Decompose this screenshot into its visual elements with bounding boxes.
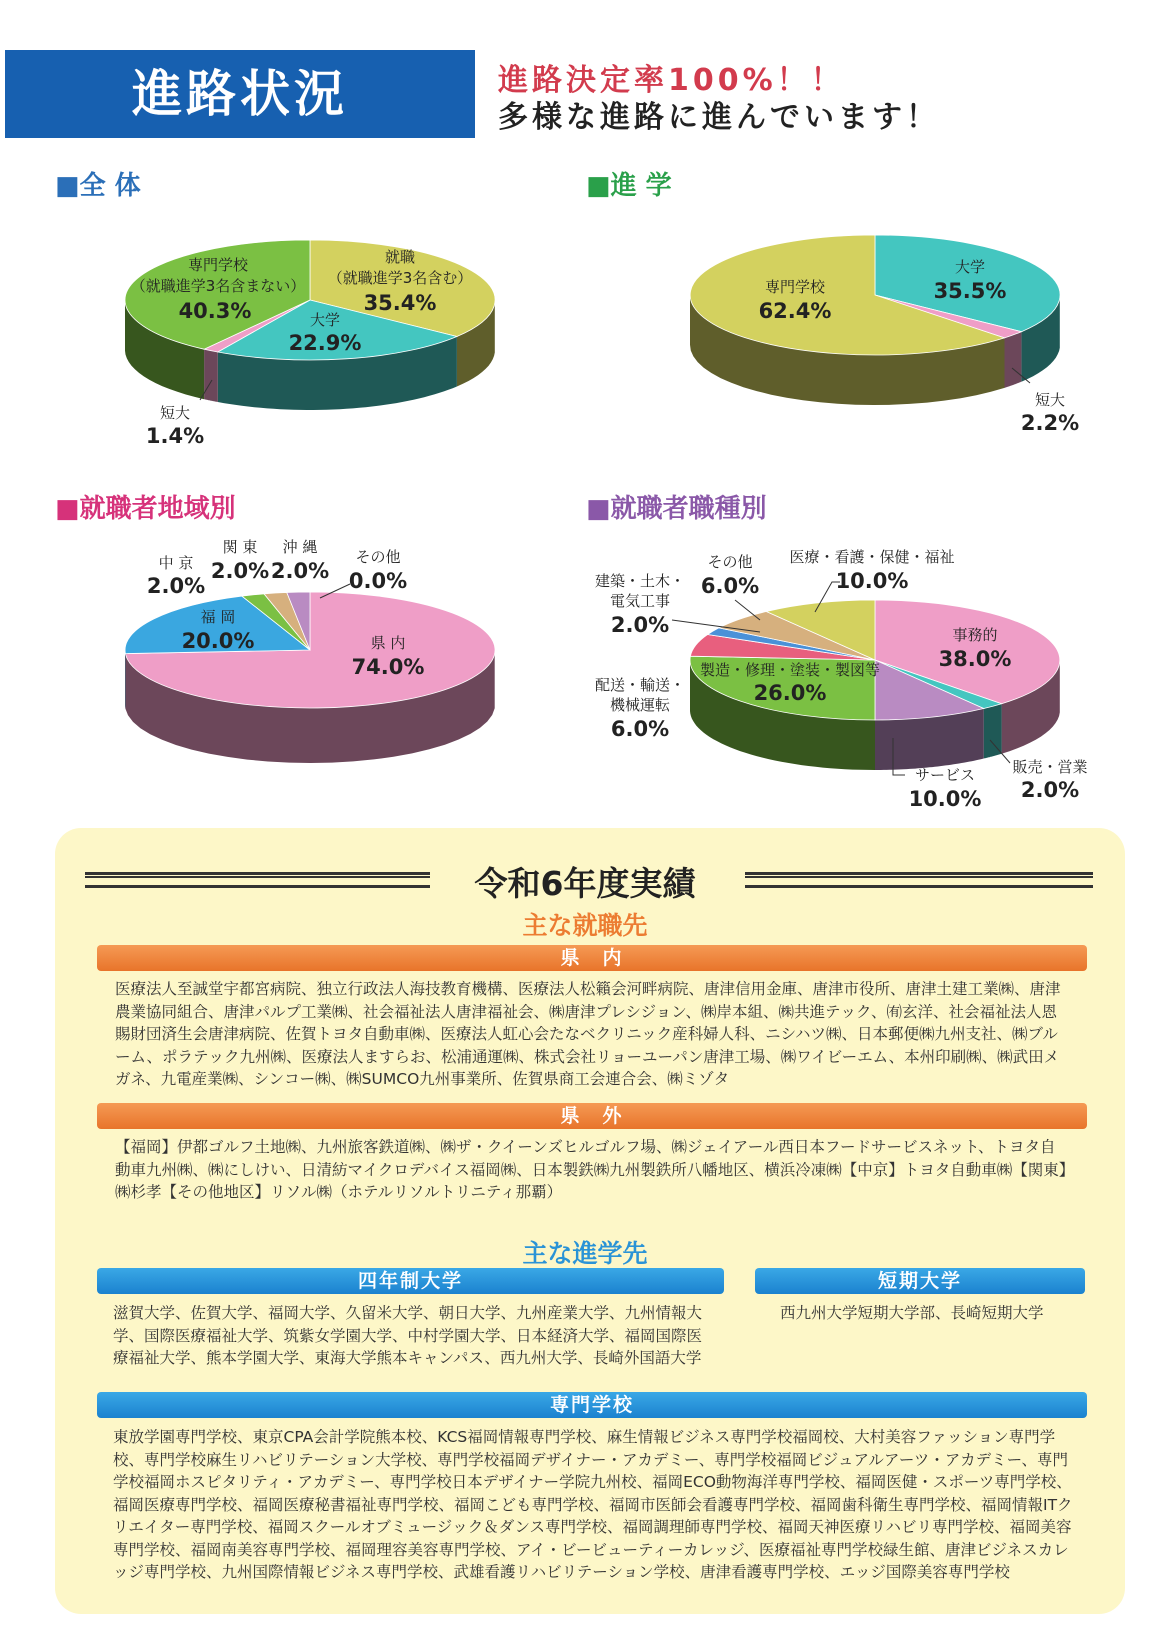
- results-title: 令和6年度実績: [474, 864, 696, 903]
- label-job-manufacturing: 製造・修理・塗装・製図等: [699, 661, 881, 679]
- junior-college-bar: 短期大学: [755, 1268, 1085, 1294]
- sublabel-employment: （就職進学3名含む）: [327, 269, 473, 287]
- label-job-construction-1: 建築・土木・: [594, 572, 686, 590]
- header-subtitle-1: 進路決定率100%！！: [498, 63, 845, 98]
- pie-side-1-1: [1005, 332, 1022, 388]
- value-region-other: 0.0%: [348, 569, 408, 593]
- value-job-construction: 2.0%: [610, 613, 670, 637]
- pie-side-0-2: [204, 349, 218, 402]
- chart-title-jobtype: ■就職者職種別: [586, 494, 767, 524]
- value-job-office: 38.0%: [938, 647, 1012, 671]
- label-employment: 就職: [384, 248, 416, 266]
- value-region-chukyo: 2.0%: [146, 574, 206, 598]
- univ-bar: 四年制大学: [97, 1268, 724, 1294]
- label-region-other: その他: [355, 548, 401, 566]
- value-job-delivery: 6.0%: [610, 717, 670, 741]
- univ-text: 滋賀大学、佐賀大学、福岡大学、久留米大学、朝日大学、九州産業大学、九州情報大学、国際医療福祉大学、筑紫女学園大学、中村学園大学、日本経済大学、福岡国際医療福祉大学、熊本学園大学、東海大学熊本キャンパス、西九州大学、長崎外国語大学: [113, 1304, 703, 1367]
- label-job-other: その他: [707, 553, 753, 571]
- chart-title-study: ■進 学: [586, 171, 672, 201]
- value-employment: 35.4%: [363, 291, 437, 315]
- vocational-text: 東放学園専門学校、東京CPA会計学院熊本校、KCS福岡情報専門学校、麻生情報ビジネス専門学校福岡校、大村美容ファッション専門学校、専門学校麻生リハビリテーション大学校、専門学校福岡デザイナー・アカデミー、専門学校福岡ビジュアルアーツ・アカデミー、専門学校福岡ホスピタリティ・アカデミー、専門学校日本デザイナー学院九州校、福岡ECO動物海洋専門学校、福岡医健・スポーツ専門学校、福岡医療専門学校、福岡医療秘書福祉専門学校、福岡こども専門学校、福岡市医師会看護専門学校、福岡歯科衛生専門学校、福岡情報ITクリエイター専門学校、福岡スクールオブミュージック＆ダンス専門学校、福岡調理師専門学校、福岡天神医療リハビリ専門学校、福岡美容専門学校、福岡南美容専門学校、福岡理容美容専門学校、アイ・ビービューティーカレッジ、医療福祉専門学校緑生館、唐津ビジネスカレッジ専門学校、九州国際情報ビジネス専門学校、武雄看護リハビリテーション学校、唐津看護専門学校、エッジ国際美容専門学校: [113, 1428, 1073, 1581]
- header-subtitle-2: 多様な進路に進んでいます！: [498, 100, 940, 135]
- label-job-office: 事務的: [952, 626, 998, 644]
- chart-title-overall: ■全 体: [55, 171, 141, 201]
- value-region-in-pref: 74.0%: [351, 655, 425, 679]
- value-region-kanto: 2.0%: [210, 559, 270, 583]
- value-job-sales: 2.0%: [1020, 778, 1080, 802]
- label-region-chukyo: 中 京: [158, 554, 194, 572]
- in-pref-text: 医療法人至誠堂宇都宮病院、独立行政法人海技教育機構、医療法人松籟会河畔病院、唐津信用金庫、唐津市役所、唐津土建工業㈱、唐津農業協同組合、唐津パルプ工業㈱、社会福祉法人唐津福祉会、㈱唐津プレシジョン、㈱岸本組、㈱共進テック、㈲玄洋、社会福祉法人恩賜財団済生会唐津病院、佐賀トヨタ自動車㈱、医療法人虹心会たなベクリニック産科婦人科、ニシハツ㈱、日本郵便㈱九州支社、㈱ブルーム、ポラテック九州㈱、医療法人ますらお、松浦通運㈱、株式会社リョーユーパン唐津工場、㈱ワイビーエム、本州印刷㈱、㈱武田メガネ、九電産業㈱、シンコー㈱、㈱SUMCO九州事業所、佐賀県商工会連合会、㈱ミゾタ: [115, 980, 1061, 1088]
- value-job-service: 10.0%: [908, 787, 982, 811]
- value-job-manufacturing: 26.0%: [753, 681, 827, 705]
- value-job-medical: 10.0%: [835, 569, 909, 593]
- label-study-university: 大学: [954, 258, 986, 276]
- label-region-kanto: 関 東: [222, 538, 258, 556]
- label-region-fukuoka: 福 岡: [200, 608, 236, 626]
- value-university: 22.9%: [288, 331, 362, 355]
- label-job-construction-2: 電気工事: [609, 592, 671, 610]
- value-region-fukuoka: 20.0%: [181, 629, 255, 653]
- label-region-okinawa: 沖 縄: [282, 538, 318, 556]
- label-study-junior: 短大: [1034, 391, 1066, 409]
- label-junior-overall: 短大: [159, 404, 191, 422]
- label-job-sales: 販売・営業: [1012, 758, 1088, 776]
- value-study-vocational: 62.4%: [758, 299, 832, 323]
- label-job-medical: 医療・看護・保健・福祉: [789, 548, 955, 566]
- study-heading: 主な進学先: [522, 1239, 648, 1268]
- page-title: 進路状況: [132, 65, 348, 123]
- chart-title-region: ■就職者地域別: [55, 494, 236, 524]
- label-study-vocational: 専門学校: [764, 278, 826, 296]
- in-pref-bar: 県 内: [97, 945, 1087, 971]
- value-study-university: 35.5%: [933, 279, 1007, 303]
- label-job-delivery-1: 配送・輸送・: [594, 676, 686, 694]
- label-job-service: サービス: [914, 766, 976, 784]
- out-pref-text: 【福岡】伊都ゴルフ土地㈱、九州旅客鉄道㈱、㈱ザ・クイーンズヒルゴルフ場、㈱ジェイアール西日本フードサービスネット、トヨタ自動車九州㈱、㈱にしけい、日清紡マイクロデバイス福岡㈱、日本製鉄㈱九州製鉄所八幡地区、横浜冷凍㈱【中京】トヨタ自動車㈱【関東】㈱杉孝【その他地区】リソル㈱（ホテルリソルトリニティ那覇）: [115, 1138, 1067, 1201]
- vocational-bar: 専門学校: [97, 1392, 1087, 1418]
- label-university: 大学: [309, 311, 341, 329]
- value-vocational: 40.3%: [178, 299, 252, 323]
- sublabel-vocational: （就職進学3名含まない）: [130, 277, 306, 295]
- value-job-other: 6.0%: [700, 574, 760, 598]
- junior-college-text: 西九州大学短期大学部、長崎短期大学: [780, 1304, 1044, 1322]
- employment-heading: 主な就職先: [522, 911, 648, 940]
- value-region-okinawa: 2.0%: [270, 559, 330, 583]
- label-job-delivery-2: 機械運転: [609, 696, 671, 714]
- label-region-in-pref: 県 内: [370, 634, 406, 652]
- value-study-junior: 2.2%: [1020, 411, 1080, 435]
- value-junior-overall: 1.4%: [145, 424, 205, 448]
- out-pref-bar: 県 外: [97, 1103, 1087, 1129]
- label-vocational: 専門学校: [187, 256, 249, 274]
